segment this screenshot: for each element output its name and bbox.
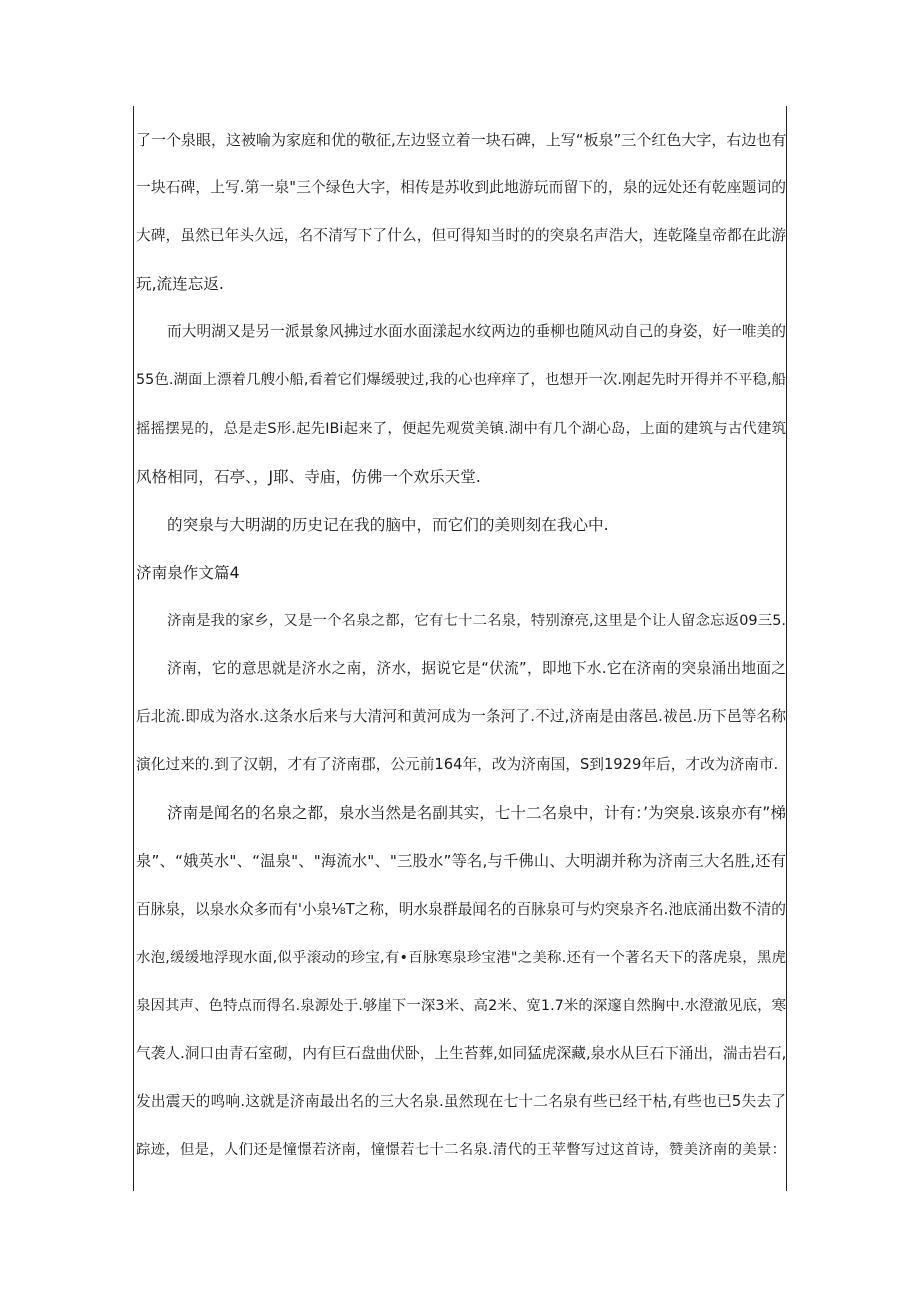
text-line: 气袭人.洞口由青石室砌，内有巨石盘曲伏卧，上生苔葬,如同猛虎深藏,泉水从巨石下涌出，湍击岩石,	[136, 1044, 786, 1062]
text-line: 而大明湖又是另一派景象风拂过水面水面漾起水纹两边的垂柳也随风动自己的身姿，好一唯美的	[167, 323, 786, 341]
document-body	[136, 124, 786, 1182]
text-line: 了一个泉眼，这被喻为家庭和优的敬征,左边竖立着一块石碑，上写“板泉”三个红色大字，右边也有	[136, 131, 786, 149]
text-line: 的突泉与大明湖的历史记在我的脑中，而它们的美则刻在我心中.	[167, 515, 609, 534]
left-border-line	[133, 106, 134, 1191]
text-line: 济南，它的意思就是济水之南，济水，据说它是“伏流”，即地下水.它在济南的突泉涌出地面之	[167, 660, 786, 678]
text-line: 演化过来的.到了汉朝，才有了济南郡，公元前164年，改为济南国，S到1929年后，才改为济南市.	[136, 756, 779, 774]
text-line: 百脉泉，以泉水众多而有'小泉⅛T之称，明水泉群最闻名的百脉泉可与灼突泉齐名.池底涌出数不清的	[136, 900, 786, 918]
text-line: 后北流.即成为洛水.这条水后来与大清河和黄河成为一条河了.不过,济南是由落邑.祓邑.历下邑等名称	[136, 708, 786, 726]
right-border-line	[786, 106, 787, 1191]
text-line: 泉因其声、色特点而得名.泉源处于.够崖下一深3米、高2米、宽1.7米的深邃自然胸中.水澄澈见底，寒	[136, 997, 786, 1014]
text-line: 泉”、“娥英水"、“温泉"、"海流水"、"三股水”等名,与千佛山、大明湖并称为济南三大名胜,还有	[136, 852, 786, 871]
text-line: 一块石碑，上写.第一泉"三个绿色大字，相传是苏收到此地游玩而留下的，泉的远处还有乾座题词的	[136, 179, 786, 197]
text-line: 玩,流连忘返.	[136, 275, 224, 294]
text-line: 55色.湖面上漂着几艘小船,看着它们爆缓驶过,我的心也痒痒了，也想开一次.刚起先时开得并不平稳,船	[136, 372, 786, 389]
text-line: 摇摇摆晃的，总是走S形.起先IBi起来了，便起先观赏美镇.湖中有几个湖心岛，上面的建筑与古代建筑	[136, 420, 786, 437]
text-line: 风格相同，石亭、，J耶、寺庙，仿佛一个欢乐天堂.	[136, 467, 481, 486]
section-heading: 济南泉作文篇4	[136, 563, 240, 582]
text-line: 大碑，虽然已年头久远，名不清写下了什么，但可得知当时的的突泉名声浩大，连乾隆皇帝都在此游	[136, 227, 786, 245]
text-line: 踪迹，但是，人们还是憧憬若济南，憧憬若七十二名泉.清代的王苹瞥写过这首诗，赞美济南的美景：	[136, 1141, 786, 1158]
text-line: 济南是闻名的名泉之都，泉水当然是名副其实，七十二名泉中，计有：’为突泉.该泉亦有”梯	[167, 804, 786, 823]
text-line: 水泡,缓缓地浮现水面,似乎滚动的珍宝,有•百脉寒泉珍宝港"之美称.还有一个著名天下的落虎泉，黑虎	[136, 949, 786, 966]
text-line: 济南是我的家乡，又是一个名泉之都，它有七十二名泉，特别潦亮,这里是个让人留念忘返09三5.	[167, 612, 786, 629]
text-line: 发出震天的鸣响.这就是济南最出名的三大名泉.虽然现在七十二名泉有些已经干枯,有些也已5失去了	[136, 1092, 786, 1110]
